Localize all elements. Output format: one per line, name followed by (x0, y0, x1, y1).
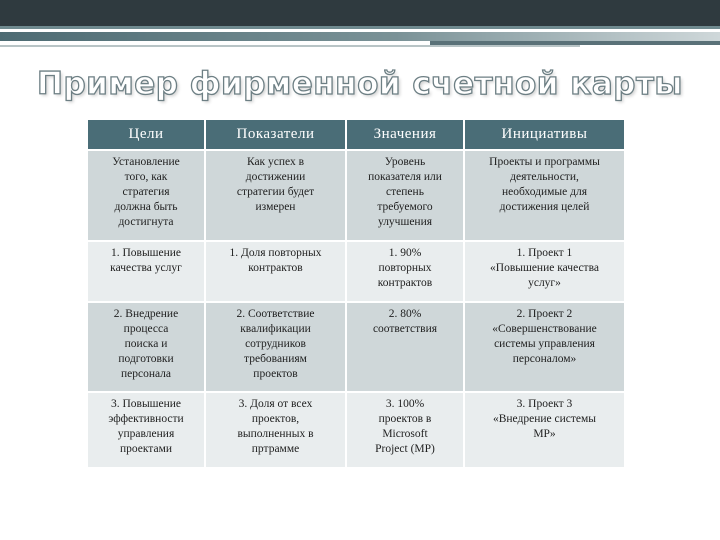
cell-text: 1. Повышение качества услуг (110, 247, 182, 274)
table-cell (346, 392, 464, 468)
table-cell (87, 392, 205, 468)
cell-text: 1. Доля повторных контрактов (229, 247, 322, 274)
cell-text: 1. 90% повторных контрактов (377, 247, 433, 289)
cell-text: 2. Соответствие квалификации сотрудников требованиям проектов (236, 308, 315, 380)
table-cell (464, 392, 625, 468)
header-row (87, 119, 625, 150)
cell-text: Проекты и программы деятельности, необходимые для достижения целей (489, 156, 600, 213)
table-cell (87, 302, 205, 392)
accent-bar (0, 32, 720, 41)
top-decor-band (0, 0, 720, 26)
table-cell (346, 241, 464, 302)
cell-text: Как успех в достижении стратегии будет измерен (236, 156, 315, 213)
cell-text: 2. 80% соответствия (372, 308, 438, 335)
table-row (87, 302, 625, 392)
table-cell (87, 241, 205, 302)
cell-text: Уровень показателя или степень требуемого улучшения (368, 156, 442, 228)
cell-text: 2. Внедрение процесса поиска и подготовки персонала (113, 308, 179, 380)
cell-text: Установление того, как стратегия должна быть достигнута (112, 156, 180, 228)
header-indicators: Показатели (205, 119, 346, 150)
table-row (87, 241, 625, 302)
cell-text: 3. Проект 3 «Внедрение системы MP» (492, 398, 597, 440)
cell-text: 3. Доля от всех проектов, выполненных в пртрамме (237, 398, 314, 455)
table-row (87, 150, 625, 241)
table-cell (346, 150, 464, 241)
table-row (87, 392, 625, 468)
table-cell (464, 241, 625, 302)
cell-text: 2. Проект 2 «Совершенствование системы управления персоналом» (492, 308, 597, 365)
divider-line (0, 45, 580, 47)
table-cell (464, 150, 625, 241)
table-cell (87, 150, 205, 241)
cell-text: 3. Повышение эффективности управления проектами (108, 398, 184, 455)
scorecard-table (86, 118, 626, 469)
cell-text: 3. 100% проектов в Microsoft Project (MP) (375, 398, 435, 455)
table-cell (464, 302, 625, 392)
cell-text: 1. Проект 1 «Повышение качества услуг» (490, 247, 599, 289)
table-cell (346, 302, 464, 392)
table-cell (205, 241, 346, 302)
header-initiatives: Инициативы (464, 119, 625, 150)
table-cell (205, 150, 346, 241)
table-cell (205, 302, 346, 392)
table-cell (205, 392, 346, 468)
header-values: Значения (346, 119, 464, 150)
slide-title: Пример фирменной счетной карты (37, 66, 683, 102)
header-goals: Цели (87, 119, 205, 150)
